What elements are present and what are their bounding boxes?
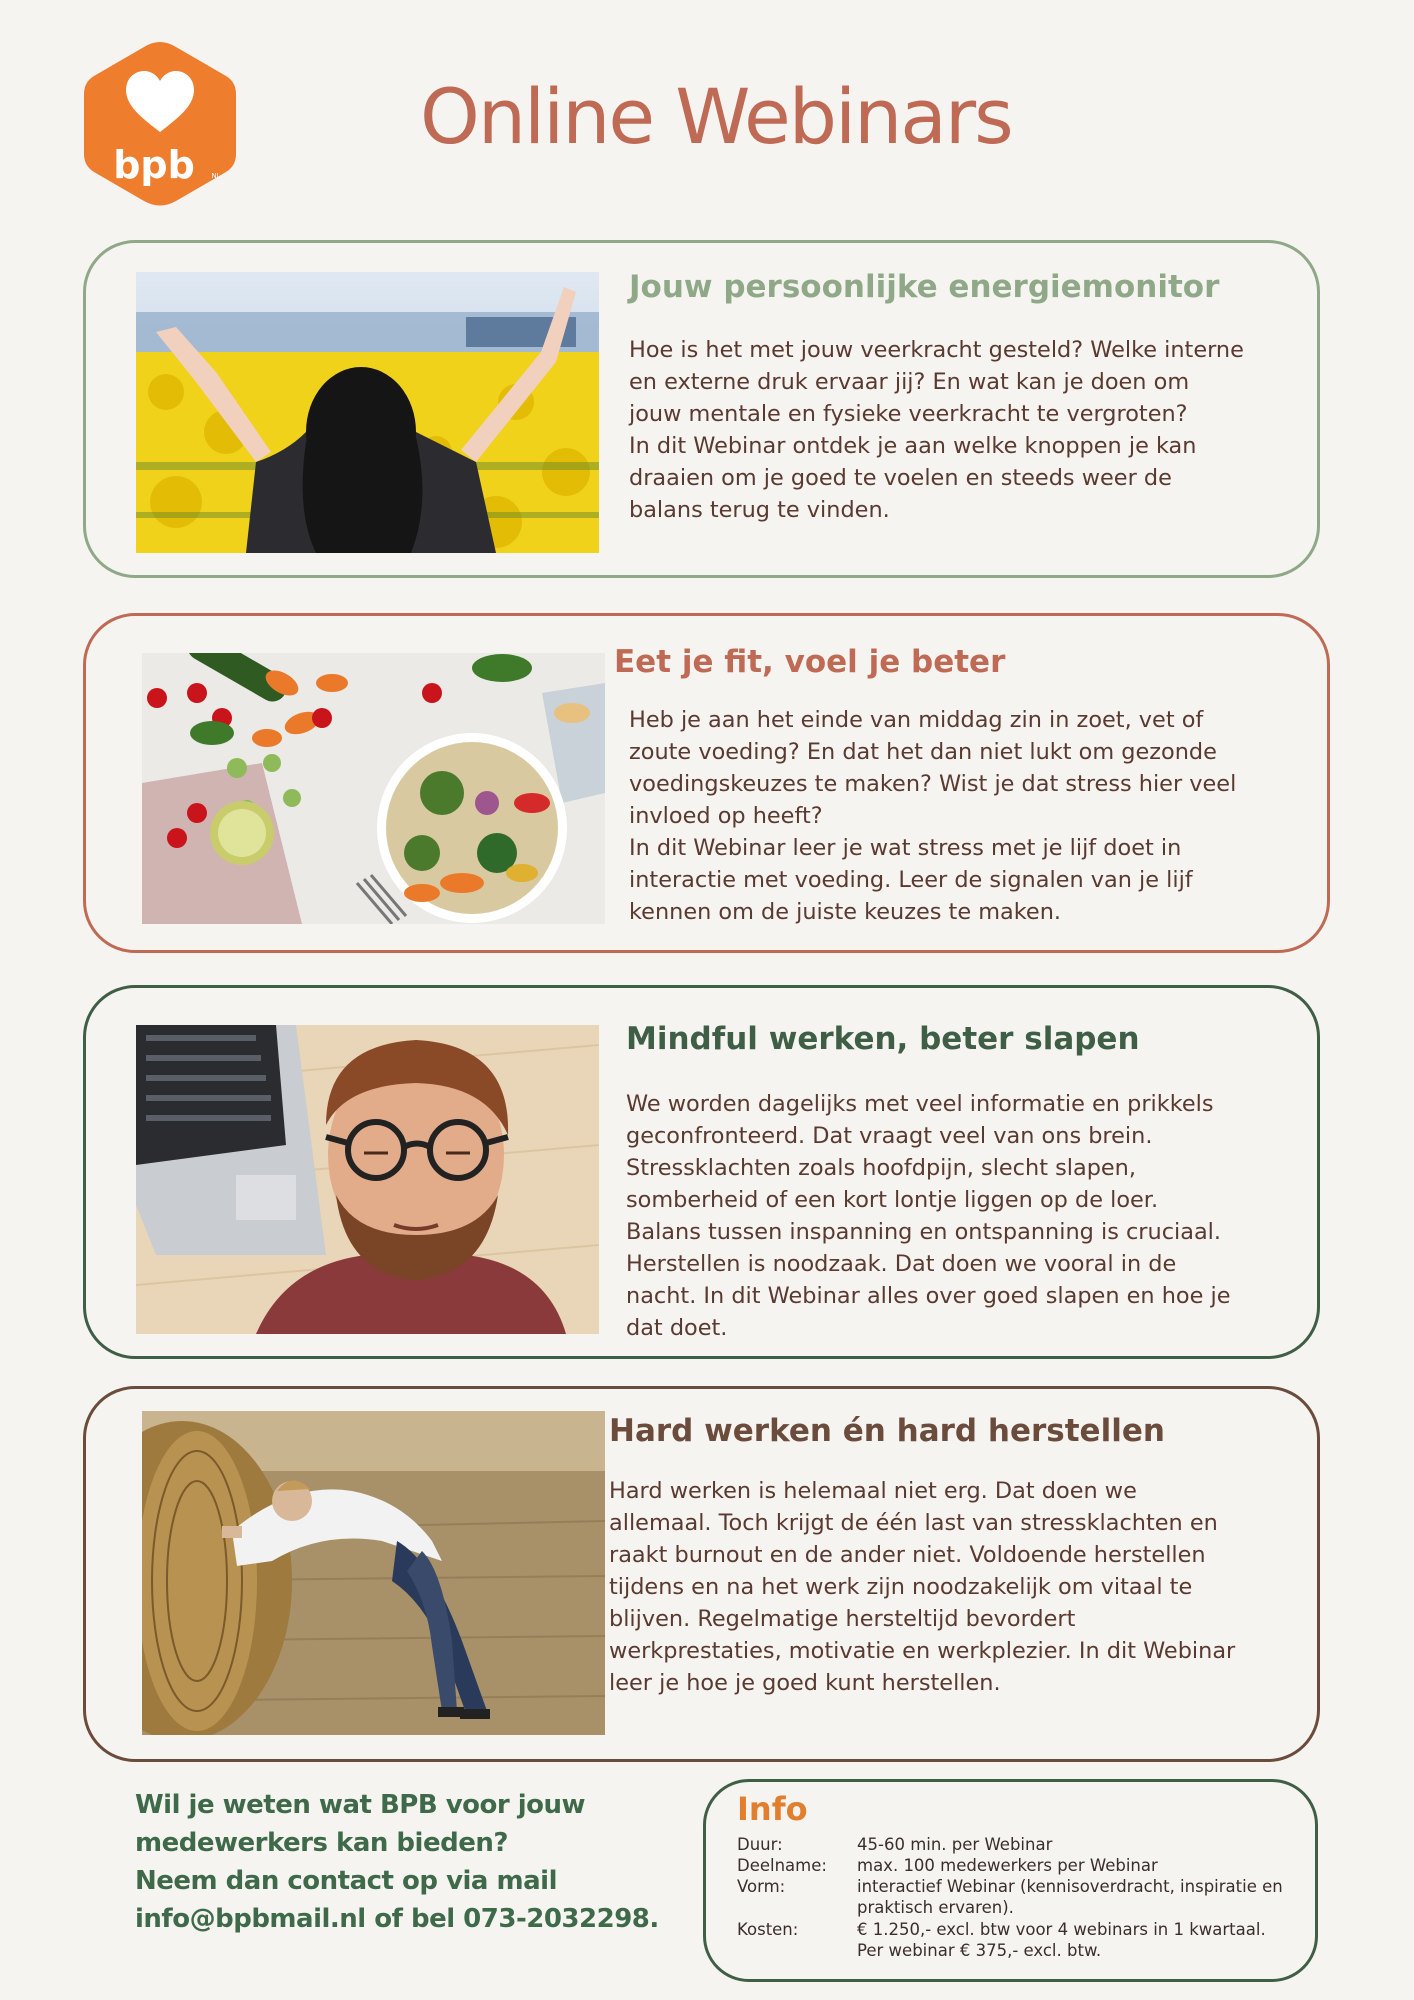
info-value: 45-60 min. per Webinar	[857, 1835, 1053, 1854]
svg-text:NL: NL	[211, 172, 221, 180]
webinar-description: Heb je aan het einde van middag zin in zoet, vet of zoute voeding? En dat het dan niet lukt om gezonde voedingskeuzes te maken? Wist je dat stress hier veel invloed op heeft? In dit Webinar leer je wat stress met je lijf doet in interactie met voeding. Leer de signalen van je lijf kennen om de juiste keuzes te maken.	[629, 707, 1237, 925]
webinar-card-energiemonitor	[83, 240, 1320, 578]
cta-line: medewerkers kan bieden?	[135, 1828, 508, 1858]
info-value: € 1.250,- excl. btw voor 4 webinars in 1 kwartaal. Per webinar € 375,- excl. btw.	[857, 1920, 1266, 1960]
info-value: interactief Webinar (kennisoverdracht, inspiratie en praktisch ervaren).	[857, 1877, 1283, 1917]
webinar-title: Mindful werken, beter slapen	[626, 1021, 1140, 1057]
webinar-title: Hard werken én hard herstellen	[609, 1413, 1165, 1449]
webinar-image-vegetable-bowl	[142, 653, 605, 924]
webinar-description: Hoe is het met jouw veerkracht gesteld? Welke interne en externe druk ervaar jij? En wat kan je doen om jouw mentale en fysieke veerkracht te vergroten? In dit Webinar ontdek je aan welke knoppen je kan draaien om je goed te voelen en steeds weer de balans terug te vinden.	[629, 337, 1244, 523]
info-value: max. 100 medewerkers per Webinar	[857, 1856, 1158, 1875]
webinar-description: Hard werken is helemaal niet erg. Dat doen we allemaal. Toch krijgt de één last van stressklachten en raakt burnout en de ander niet. Voldoende herstellen tijdens en na het werk zijn noodzakelijk om vitaal te blijven. Regelmatige hersteltijd bevordert werkprestaties, motivatie en werkplezier. In dit Webinar leer je hoe je goed kunt herstellen.	[609, 1478, 1236, 1696]
info-title: Info	[737, 1790, 808, 1828]
info-box	[703, 1779, 1318, 1982]
webinar-card-voeding	[83, 613, 1330, 953]
cta-contact-line: info@bpbmail.nl of bel 073-2032298.	[135, 1904, 659, 1934]
webinar-description: We worden dagelijks met veel informatie en prikkels geconfronteerd. Dat vraagt veel van ons brein. Stressklachten zoals hoofdpijn, slecht slapen, somberheid of een kort lontje liggen op de loer. Balans tussen inspanning en ontspanning is cruciaal. Herstellen is noodzaak. Dat doen we vooral in de nacht. In dit Webinar alles over goed slapen en hoe je dat doet.	[626, 1091, 1231, 1341]
info-row-format	[737, 1876, 1307, 1918]
info-row-participation	[737, 1855, 1307, 1876]
info-label: Kosten:	[737, 1920, 799, 1939]
cta-line: Neem dan contact op via mail	[135, 1866, 557, 1896]
page-title: Online Webinars	[420, 72, 1012, 161]
info-row-costs	[737, 1919, 1307, 1961]
webinar-image-resting-man	[136, 1025, 599, 1334]
contact-call-to-action	[135, 1786, 695, 1938]
webinar-card-herstellen	[83, 1386, 1320, 1762]
info-label: Vorm:	[737, 1877, 786, 1896]
info-row-duration	[737, 1834, 1307, 1855]
svg-text:bpb: bpb	[113, 143, 195, 187]
bpb-logo	[80, 38, 240, 210]
webinar-title: Jouw persoonlijke energiemonitor	[629, 269, 1220, 305]
info-label: Duur:	[737, 1835, 783, 1854]
webinar-title: Eet je fit, voel je beter	[614, 644, 1006, 680]
webinar-image-hay-bale	[142, 1411, 605, 1735]
webinar-image-sunflower-field	[136, 272, 599, 553]
cta-line: Wil je weten wat BPB voor jouw	[135, 1790, 586, 1820]
webinar-card-mindful	[83, 985, 1320, 1359]
info-label: Deelname:	[737, 1856, 827, 1875]
